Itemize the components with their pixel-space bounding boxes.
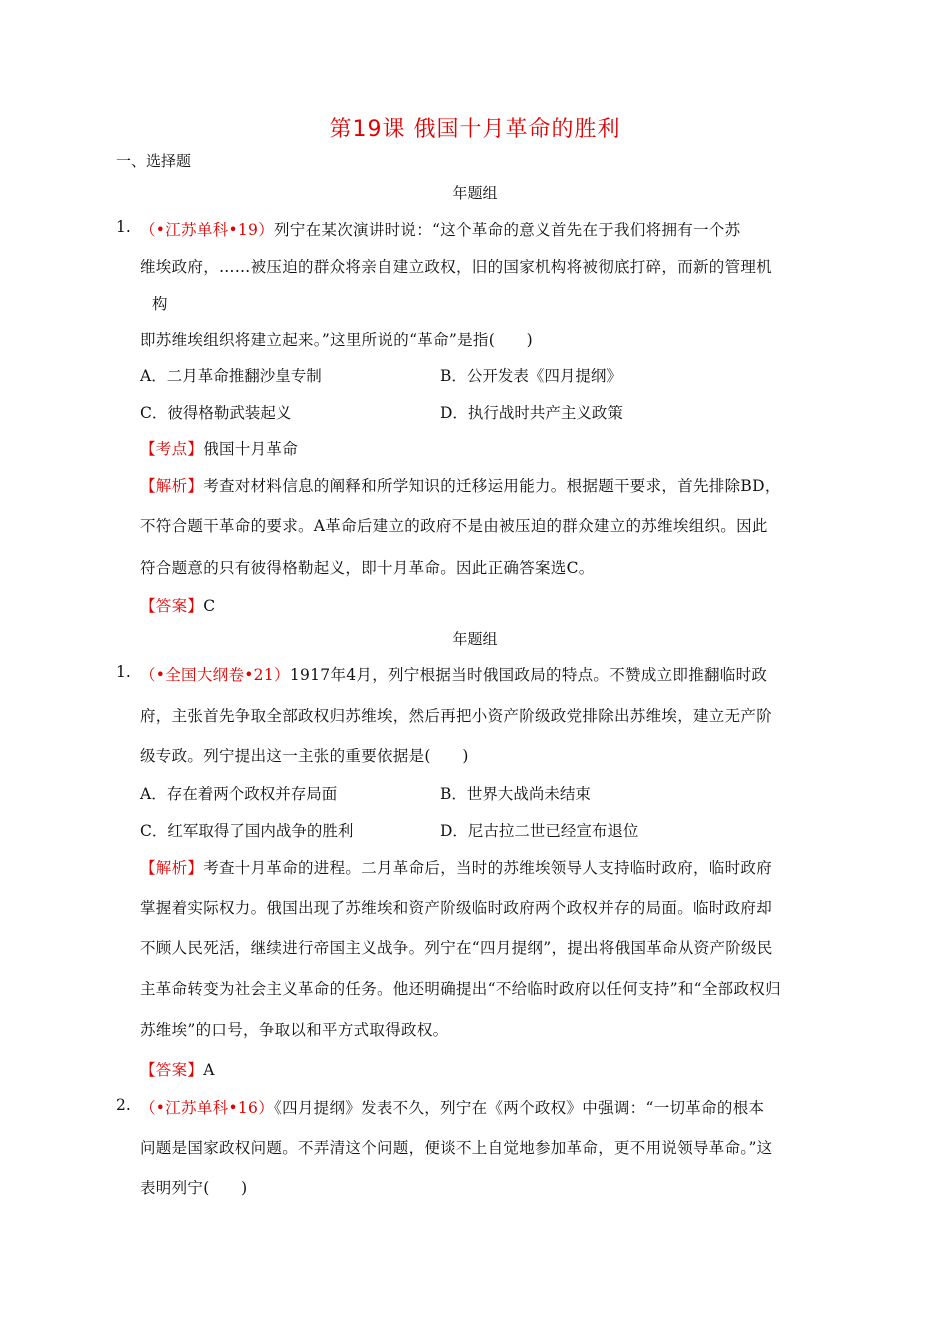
question-source: （•全国大纲卷•21） [140,666,290,684]
analysis-line: 掌握着实际权力。俄国出现了苏维埃和资产阶级临时政府两个政权并存的局面。临时政府却 [140,899,773,917]
group-label: 年题组 [452,630,498,648]
question-stem-line: （•江苏单科•16）《四月提纲》发表不久，列宁在《两个政权》中强调：“一切革命的根本 [140,1099,765,1117]
analysis-line: 主革命转变为社会主义革命的任务。他还明确提出“不给临时政府以任何支持”和“全部政权归 [140,980,781,998]
analysis-line: 【解析】考查十月革命的进程。二月革命后，当时的苏维埃领导人支持临时政府，临时政府 [140,859,773,877]
option-d: D．执行战时共产主义政策 [440,404,623,422]
key-point-tag: 【考点】 [140,440,204,458]
option-b: B．公开发表《四月提纲》 [440,367,622,385]
question-stem-line: 即苏维埃组织将建立起来。”这里所说的“革命”是指( ) [140,331,534,349]
question-stem-line: 维埃政府，……被压迫的群众将亲自建立政权，旧的国家机构将被彻底打碎，而新的管理机 [140,258,773,276]
question-source: （•江苏单科•19） [140,221,275,239]
option-d: D．尼古拉二世已经宣布退位 [440,822,639,840]
answer: 【答案】A [140,1061,215,1079]
answer-tag: 【答案】 [140,1061,204,1079]
option-b: B．世界大战尚未结束 [440,785,591,803]
question-number: 2. [116,1096,131,1114]
answer: 【答案】C [140,597,216,615]
question-stem-line: （•全国大纲卷•21）1917年4月，列宁根据当时俄国政局的特点。不赞成立即推翻临时政 [140,666,768,684]
question-stem-line: 问题是国家政权问题。不弄清这个问题，便谈不上自觉地参加革命，更不用说领导革命。”这 [140,1139,773,1157]
analysis-line: 不符合题干革命的要求。A革命后建立的政府不是由被压迫的群众建立的苏维埃组织。因此 [140,517,768,535]
analysis-line: 苏维埃”的口号，争取以和平方式取得政权。 [140,1021,449,1039]
question-stem-line: 级专政。列宁提出这一主张的重要依据是( ) [140,747,469,765]
analysis-tag: 【解析】 [140,859,204,877]
group-label: 年题组 [452,184,498,202]
question-stem-line: 表明列宁( ) [140,1179,248,1197]
question-number: 1. [116,218,131,236]
analysis-line: 不顾人民死活，继续进行帝国主义战争。列宁在“四月提纲”，提出将俄国革命从资产阶级民 [140,939,773,957]
option-c: C．红军取得了国内战争的胜利 [140,822,354,840]
analysis-tag: 【解析】 [140,477,204,495]
option-a: A．存在着两个政权并存局面 [140,785,338,803]
answer-tag: 【答案】 [140,597,204,615]
question-number: 1. [116,663,131,681]
question-source: （•江苏单科•16） [140,1099,275,1117]
option-a: A．二月革命推翻沙皇专制 [140,367,322,385]
option-c: C．彼得格勒武装起义 [140,404,292,422]
section-heading: 一、选择题 [116,152,192,170]
key-point: 【考点】俄国十月革命 [140,440,299,458]
question-stem-line: （•江苏单科•19）列宁在某次演讲时说：“这个革命的意义首先在于我们将拥有一个苏 [140,221,741,239]
analysis-line: 符合题意的只有彼得格勒起义，即十月革命。因此正确答案选C。 [140,559,595,577]
analysis-line: 【解析】考查对材料信息的阐释和所学知识的迁移运用能力。根据题干要求，首先排除BD， [140,477,781,495]
question-stem-line: 构 [152,295,168,313]
question-stem-line: 府，主张首先争取全部政权归苏维埃，然后再把小资产阶级政党排除出苏维埃，建立无产阶 [140,707,773,725]
page-title: 第19课 俄国十月革命的胜利 [329,117,621,142]
